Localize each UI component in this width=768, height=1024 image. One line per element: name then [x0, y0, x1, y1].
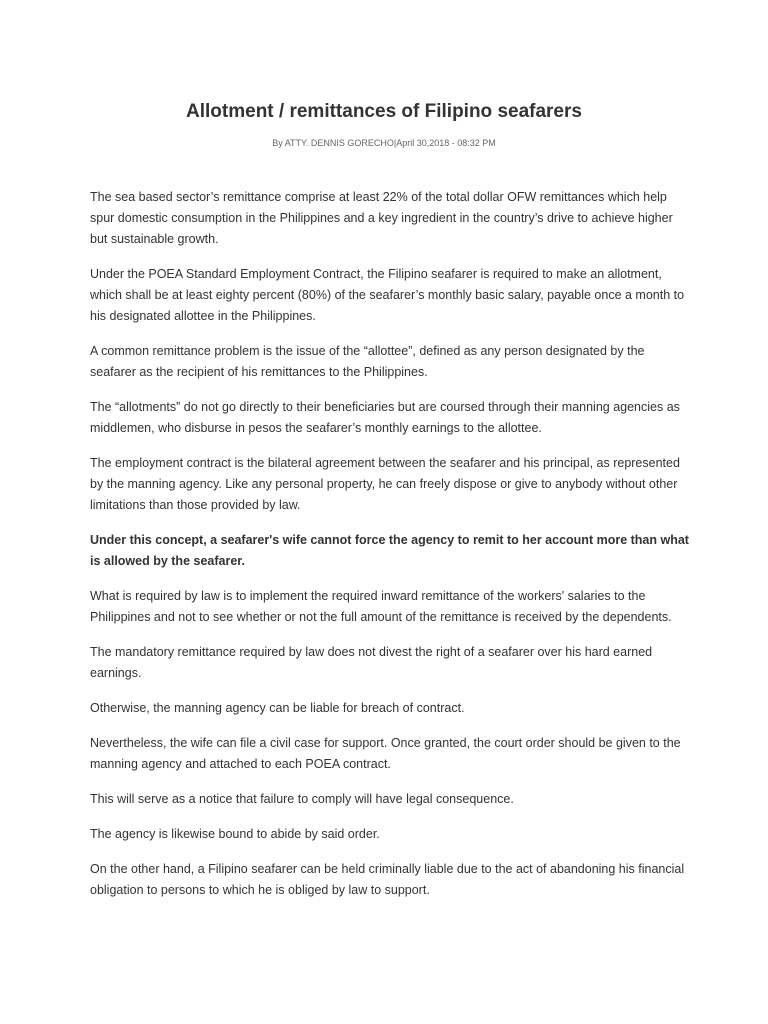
- paragraph: What is required by law is to implement the required inward remittance of the workers' salaries to the Philippines and not to see whether or not the full amount of the remittance is received by the dependents.: [90, 589, 672, 624]
- paragraph: Under the POEA Standard Employment Contract, the Filipino seafarer is required to make an allotment, which shall be at least eighty percent (80%) of the seafarer’s monthly basic salary, payable once a month to his designated allottee in the Philippines.: [90, 267, 685, 323]
- paragraph: The mandatory remittance required by law does not divest the right of a seafarer over his hard earned earnings.: [90, 645, 653, 680]
- paragraph-emphasis: Under this concept, a seafarer's wife cannot force the agency to remit to her account more than what is allowed by the seafarer.: [90, 533, 689, 568]
- paragraph: The agency is likewise bound to abide by said order.: [90, 827, 380, 841]
- article-title: Allotment / remittances of Filipino seafarers: [186, 101, 582, 122]
- paragraph: Otherwise, the manning agency can be liable for breach of contract.: [90, 701, 465, 715]
- paragraph: Nevertheless, the wife can file a civil case for support. Once granted, the court order should be given to the manning agency and attached to each POEA contract.: [90, 736, 681, 771]
- article-body: [90, 187, 690, 915]
- paragraph: A common remittance problem is the issue of the “allottee”, defined as any person designated by the seafarer as the recipient of his remittances to the Philippines.: [90, 344, 645, 379]
- paragraph: The “allotments” do not go directly to their beneficiaries but are coursed through their manning agencies as middlemen, who disburse in pesos the seafarer’s monthly earnings to the allottee.: [90, 400, 680, 435]
- article-byline: By ATTY. DENNIS GORECHO|April 30,2018 - 08:32 PM: [272, 138, 496, 148]
- paragraph: The employment contract is the bilateral agreement between the seafarer and his principal, as represented by the manning agency. Like any personal property, he can freely dispose or give to anybody without other limitations than those provided by law.: [90, 456, 680, 512]
- paragraph: This will serve as a notice that failure to comply will have legal consequence.: [90, 792, 514, 806]
- paragraph: On the other hand, a Filipino seafarer can be held criminally liable due to the act of abandoning his financial obligation to persons to which he is obliged by law to support.: [90, 862, 685, 897]
- paragraph: The sea based sector’s remittance comprise at least 22% of the total dollar OFW remittances which help spur domestic consumption in the Philippines and a key ingredient in the country’s drive to achieve higher but sustainable growth.: [90, 190, 673, 246]
